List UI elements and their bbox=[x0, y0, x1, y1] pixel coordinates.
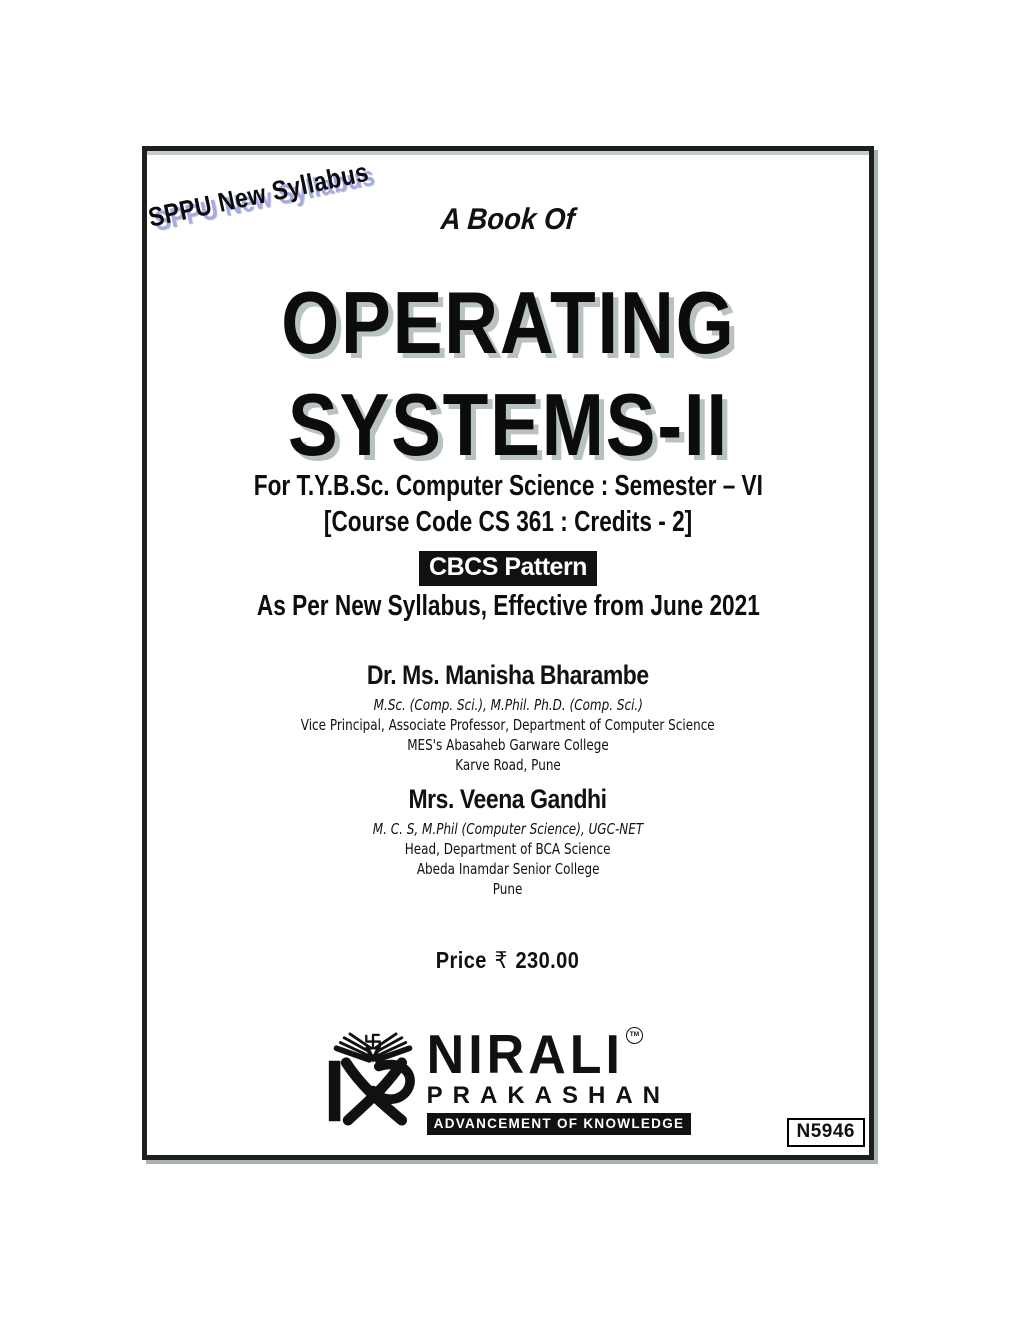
logo-stem bbox=[328, 1061, 340, 1121]
book-title-line1 bbox=[147, 273, 869, 372]
author-2-affiliation-line: Pune bbox=[493, 880, 523, 898]
author-2-name: Mrs. Veena Gandhi bbox=[408, 784, 608, 814]
author-block-1 bbox=[147, 659, 869, 775]
price-amount: 230.00 bbox=[515, 947, 580, 973]
publisher-tagline: ADVANCEMENT OF KNOWLEDGE bbox=[427, 1113, 692, 1135]
rupee-symbol: ₹ bbox=[495, 947, 509, 973]
author-block-2 bbox=[147, 783, 869, 899]
open-book-swastika-icon bbox=[325, 1031, 421, 1127]
audience-line bbox=[147, 471, 869, 503]
publisher-name: NIRALI bbox=[426, 1024, 624, 1086]
syllabus-banner-text: SPPU New Syllabus bbox=[145, 156, 372, 233]
cover-frame bbox=[142, 146, 874, 1160]
cbcs-pattern-badge: CBCS Pattern bbox=[419, 551, 597, 586]
audience-text: For T.Y.B.Sc. Computer Science : Semester – VI bbox=[253, 470, 763, 502]
author-2-affiliation-line: Head, Department of BCA Science bbox=[405, 840, 611, 858]
book-title-line1-text: OPERATING bbox=[280, 273, 736, 372]
author-1-qualifications: M.Sc. (Comp. Sci.), M.Phil. Ph.D. (Comp. Sci.) bbox=[373, 696, 643, 714]
effective-note-text: As Per New Syllabus, Effective from June 2021 bbox=[256, 590, 760, 622]
author-2-affiliation-line: Abeda Inamdar Senior College bbox=[416, 860, 600, 878]
publisher-logo bbox=[147, 1024, 869, 1135]
author-1-affiliation-line: Karve Road, Pune bbox=[455, 756, 561, 774]
author-2-qualifications: M. C. S, M.Phil (Computer Science), UGC-NET bbox=[372, 820, 644, 838]
book-code-badge: N5946 bbox=[787, 1118, 866, 1147]
author-1-name: Dr. Ms. Manisha Bharambe bbox=[367, 660, 649, 690]
cbcs-badge-row bbox=[147, 551, 869, 586]
tagline-text: A Book Of bbox=[440, 203, 577, 236]
book-title-line2 bbox=[147, 375, 869, 474]
price-line bbox=[147, 947, 869, 974]
course-code-text: [Course Code CS 361 : Credits - 2] bbox=[323, 506, 693, 538]
book-title-line2-text: SYSTEMS-II bbox=[287, 375, 729, 474]
author-1-affiliation-line: Vice Principal, Associate Professor, Department of Computer Science bbox=[301, 716, 715, 734]
trademark-icon: TM bbox=[626, 1027, 643, 1044]
publisher-subname: PRAKASHAN bbox=[426, 1081, 670, 1109]
tagline-line bbox=[147, 203, 869, 237]
price-label: Price bbox=[436, 947, 488, 973]
course-code-line bbox=[147, 507, 869, 539]
author-1-affiliation-line: MES's Abasaheb Garware College bbox=[407, 736, 609, 754]
effective-note-line bbox=[147, 591, 869, 623]
